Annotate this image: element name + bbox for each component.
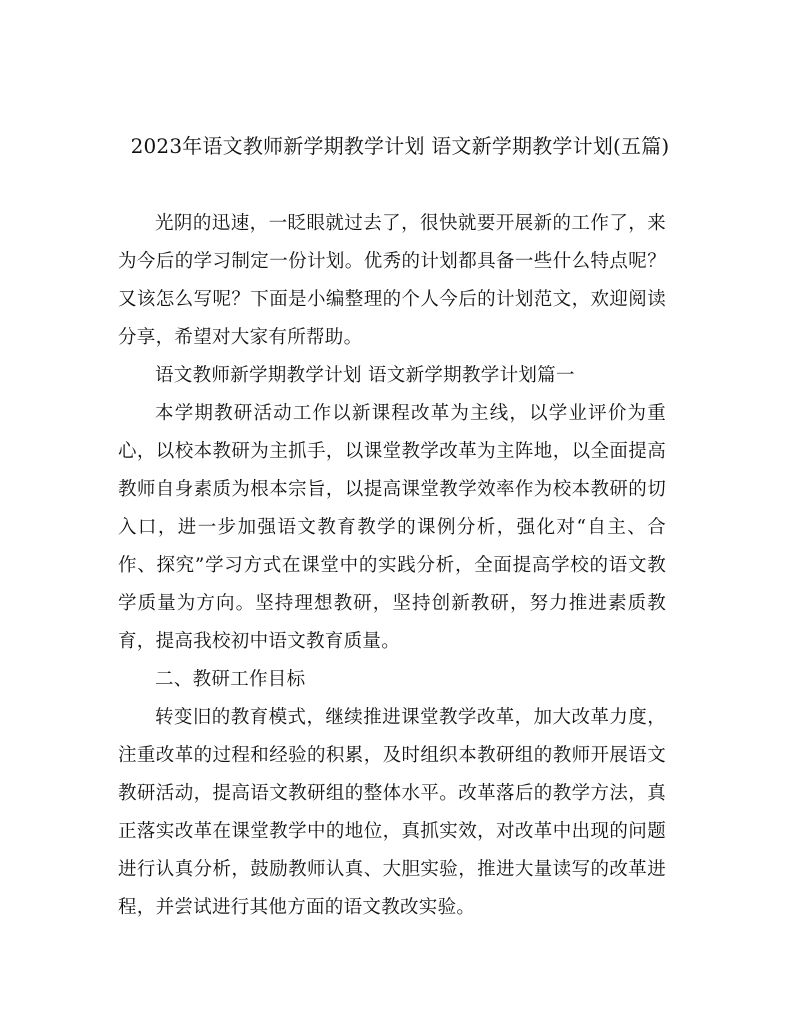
document-body xyxy=(118,205,666,927)
section-heading-plan-one: 语文教师新学期教学计划 语文新学期教学计划篇一 xyxy=(155,365,575,386)
document-title: 2023年语文教师新学期教学计划 语文新学期教学计划(五篇) xyxy=(130,134,670,158)
intro-paragraph: 光阴的迅速，一眨眼就过去了，很快就要开展新的工作了，来为今后的学习制定一份计划。优秀的计划都具备一些什么特点呢？又该怎么写呢？下面是小编整理的个人今后的计划范文，欢迎阅读分享，希望对大家有所帮助。 xyxy=(118,213,666,348)
goals-paragraph: 转变旧的教育模式，继续推进课堂教学改革，加大改革力度，注重改革的过程和经验的积累，及时组织本教研组的教师开展语文教研活动，提高语文教研组的整体水平。改革落后的教学方法，真正落实改革在课堂教学中的地位，真抓实效，对改革中出现的问题进行认真分析，鼓励教师认真、大胆实验，推进大量读写的改革进程，并尝试进行其他方面的语文教改实验。 xyxy=(118,707,666,918)
section-heading-goals: 二、教研工作目标 xyxy=(155,669,306,690)
teaching-research-paragraph: 本学期教研活动工作以新课程改革为主线，以学业评价为重心，以校本教研为主抓手，以课堂教学改革为主阵地，以全面提高教师自身素质为根本宗旨，以提高课堂教学效率作为校本教研的切入口，进一步加强语文教育教学的课例分析，强化对“自主、合作、探究”学习方式在课堂中的实践分析，全面提高学校的语文教学质量为方向。坚持理想教研，坚持创新教研，努力推进素质教育，提高我校初中语文教育质量。 xyxy=(118,403,666,652)
